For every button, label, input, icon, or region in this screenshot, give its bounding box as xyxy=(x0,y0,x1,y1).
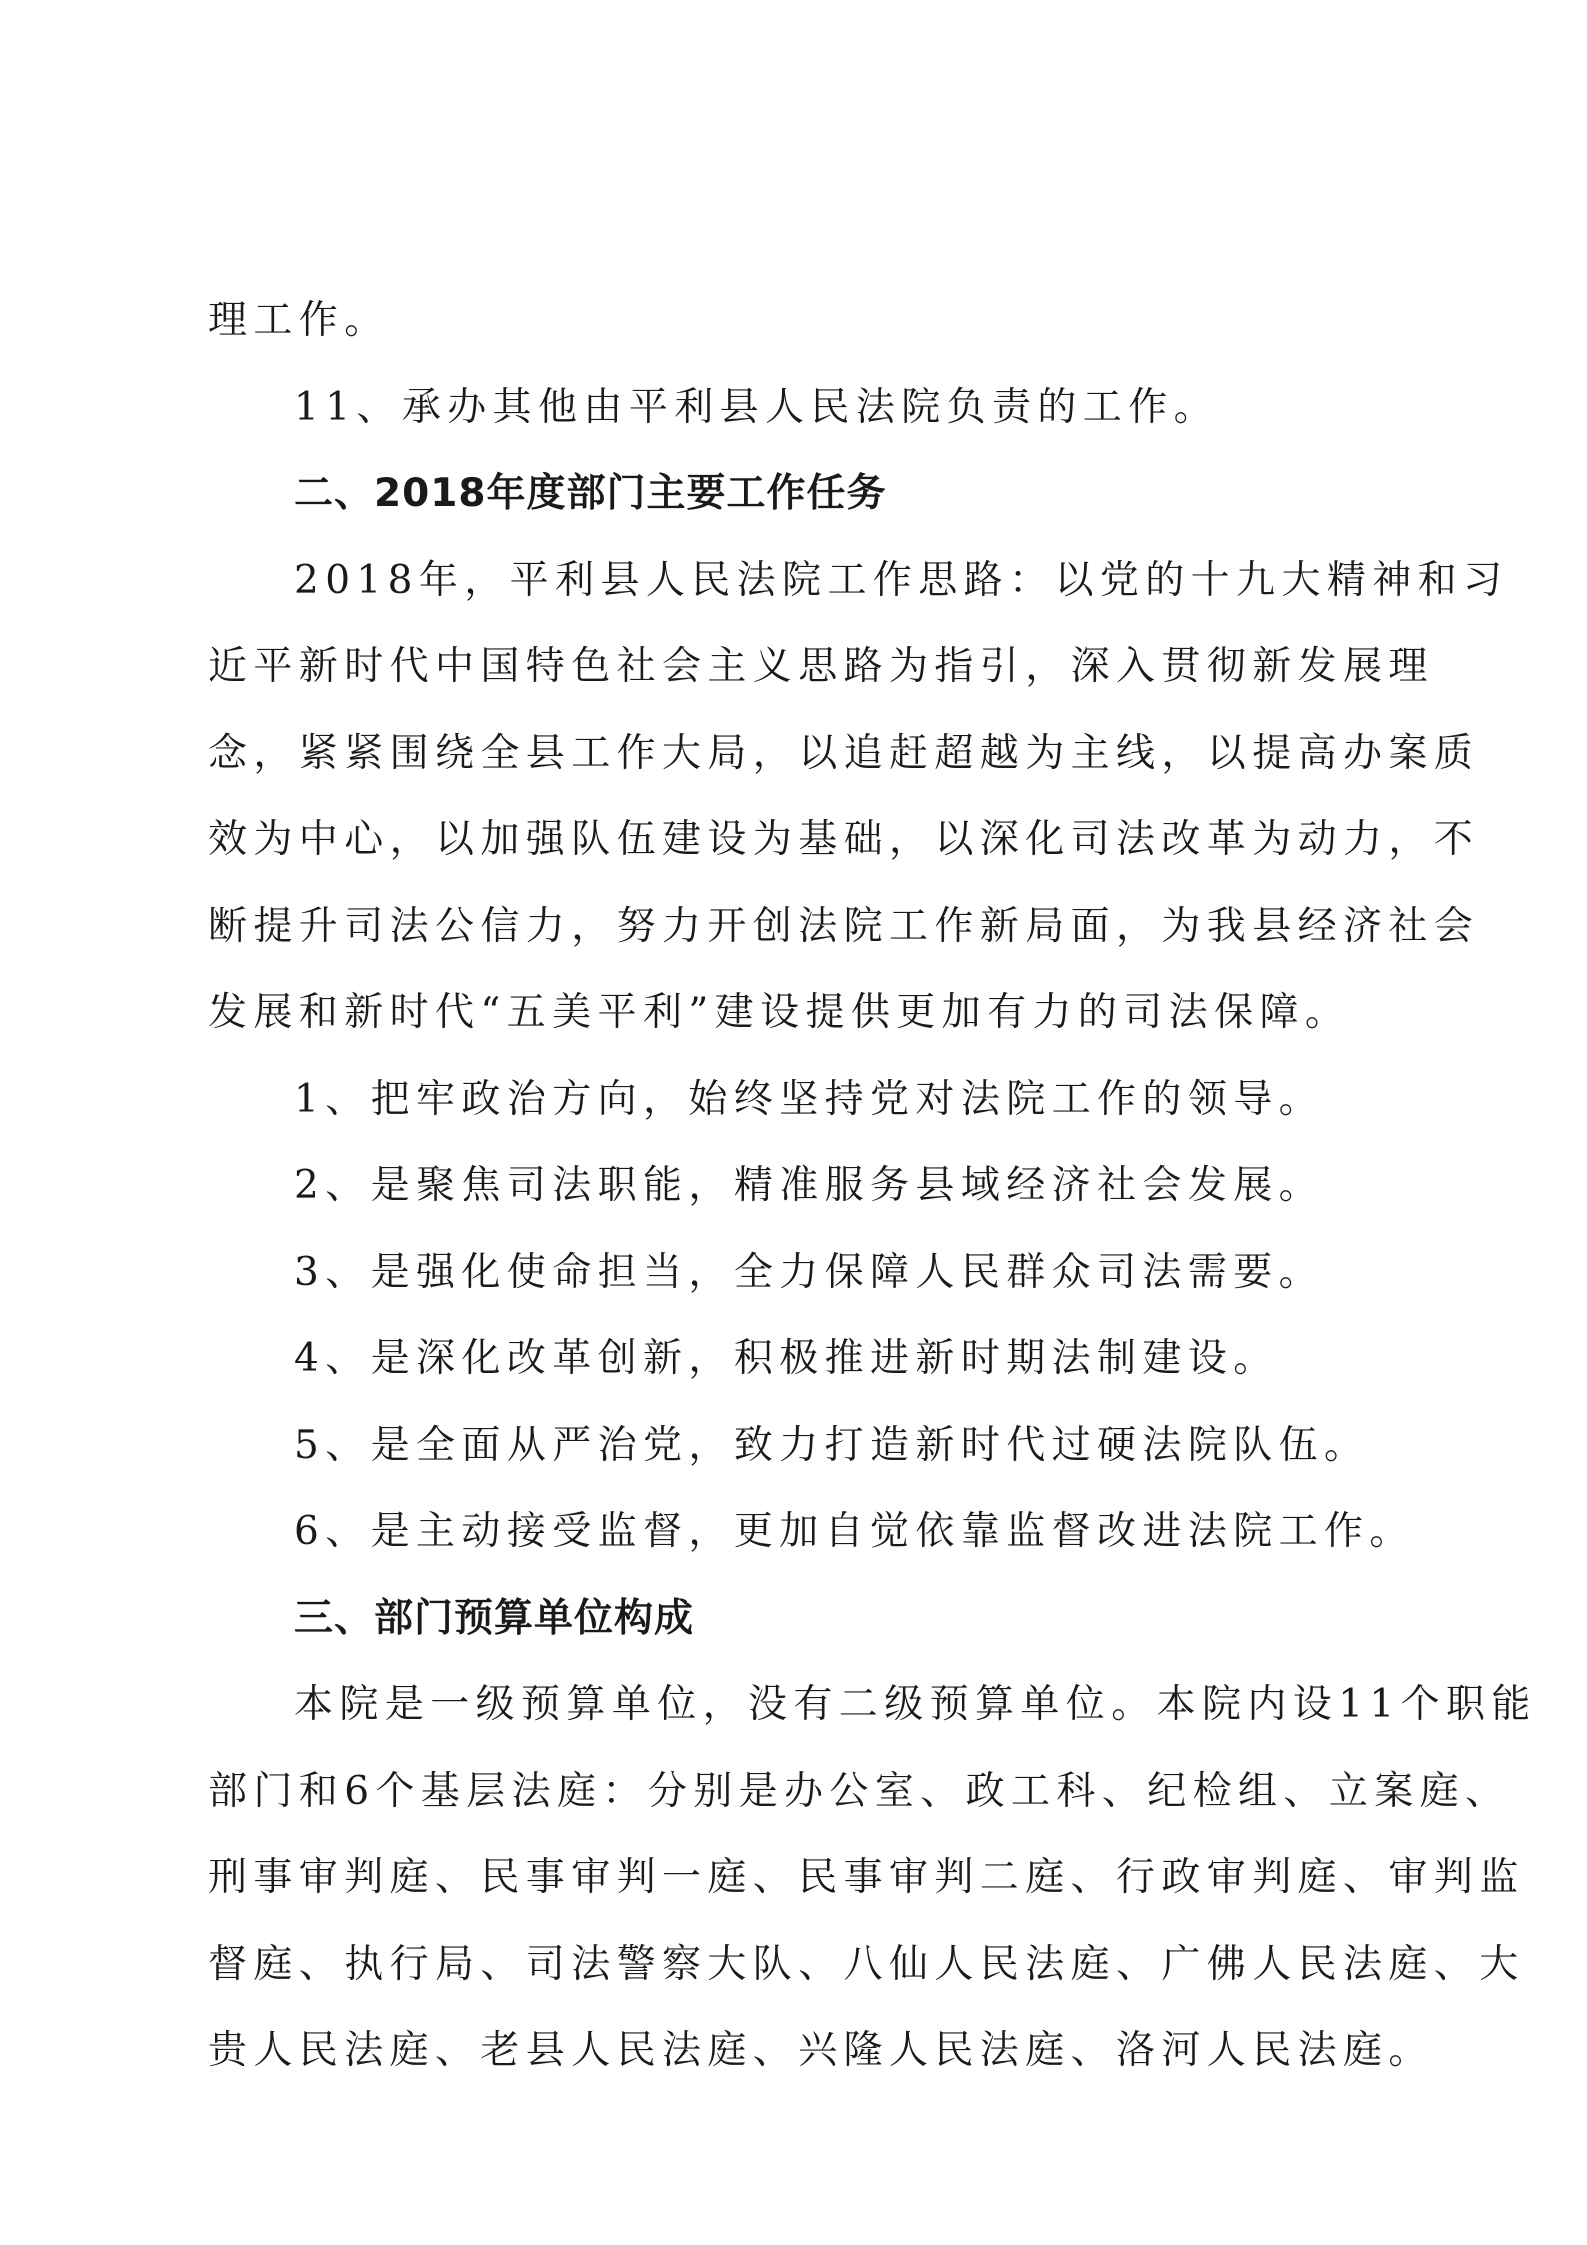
paragraph-line: 念，紧紧围绕全县工作大局，以追赶超越为主线，以提高办案质 xyxy=(208,730,1480,776)
paragraph-line: 督庭、执行局、司法警察大队、八仙人民法庭、广佛人民法庭、大 xyxy=(208,1941,1525,1987)
paragraph-line: 2018年，平利县人民法院工作思路：以党的十九大精神和习 xyxy=(294,557,1509,603)
text-line: 理工作。 xyxy=(208,298,390,343)
task-item-3: 3、是强化使命担当，全力保障人民群众司法需要。 xyxy=(294,1249,1325,1295)
list-item-11: 11、承办其他由平利县人民法院负责的工作。 xyxy=(294,384,1220,430)
task-item-5: 5、是全面从严治党，致力打造新时代过硬法院队伍。 xyxy=(294,1422,1370,1468)
paragraph-line: 效为中心，以加强队伍建设为基础，以深化司法改革为动力，不 xyxy=(208,817,1480,862)
paragraph-line: 刑事审判庭、民事审判一庭、民事审判二庭、行政审判庭、审判监 xyxy=(208,1855,1525,1900)
task-item-1: 1、把牢政治方向，始终坚持党对法院工作的领导。 xyxy=(294,1076,1325,1122)
paragraph-line: 贵人民法庭、老县人民法庭、兴隆人民法庭、洛河人民法庭。 xyxy=(208,2028,1434,2073)
document-body xyxy=(208,278,1537,2095)
paragraph-line: 部门和6个基层法庭：分别是办公室、政工科、纪检组、立案庭、 xyxy=(208,1768,1511,1814)
section-heading-3: 三、部门预算单位构成 xyxy=(294,1595,695,1641)
paragraph-line: 断提升司法公信力，努力开创法院工作新局面，为我县经济社会 xyxy=(208,903,1480,949)
paragraph-line: 本院是一级预算单位，没有二级预算单位。本院内设11个职能 xyxy=(294,1682,1537,1727)
paragraph-line: 近平新时代中国特色社会主义思路为指引，深入贯彻新发展理 xyxy=(208,644,1434,689)
task-item-6: 6、是主动接受监督，更加自觉依靠监督改进法院工作。 xyxy=(294,1509,1415,1554)
section-heading-2: 二、2018年度部门主要工作任务 xyxy=(294,471,887,516)
paragraph-line: 发展和新时代“五美平利”建设提供更加有力的司法保障。 xyxy=(208,990,1351,1035)
task-item-2: 2、是聚焦司法职能，精准服务县域经济社会发展。 xyxy=(294,1163,1325,1208)
task-item-4: 4、是深化改革创新，积极推进新时期法制建设。 xyxy=(294,1336,1279,1381)
